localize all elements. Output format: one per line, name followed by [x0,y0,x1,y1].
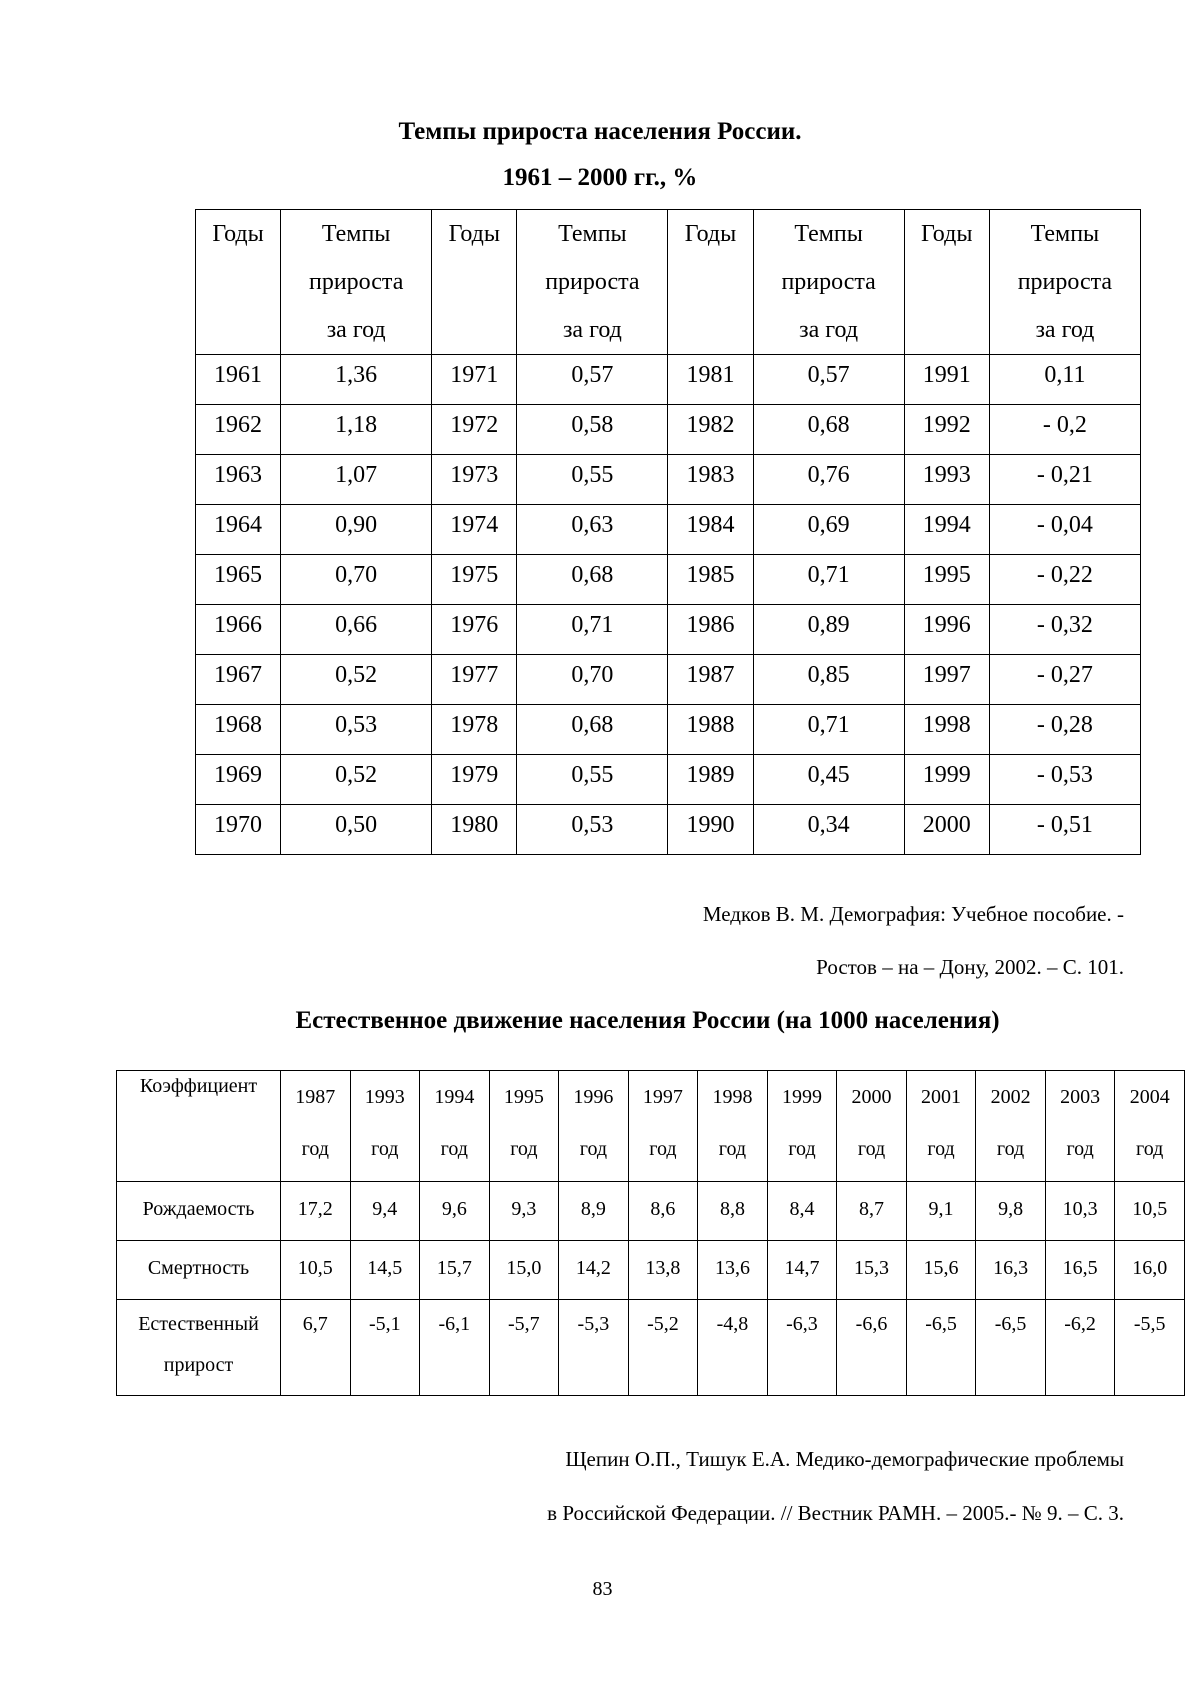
rate-cell: 0,76 [753,455,904,505]
value-cell: -4,8 [698,1300,768,1396]
year-cell: 1984 [668,505,753,555]
header-year-value: 2001 [921,1086,962,1108]
header-year-suffix: год [857,1138,886,1160]
year-cell: 1972 [432,405,517,455]
value-cell: -5,2 [628,1300,698,1396]
table2-source-line2: в Российской Федерации. // Вестник РАМН. – 2005.- № 9. – С. 3. [547,1501,1124,1525]
header-rate-line: прироста [1017,269,1113,295]
year-cell: 1971 [432,355,517,405]
value-cell: -6,5 [906,1300,976,1396]
rate-cell: 0,53 [281,705,432,755]
value-cell: 15,0 [489,1241,559,1300]
table-row [117,1241,1185,1300]
header-year-suffix: год [649,1138,677,1160]
table-row [196,805,1141,855]
header-year-suffix: год [440,1138,468,1160]
year-cell: 1961 [196,355,281,405]
year-cell: 1967 [196,655,281,705]
header-year-value: 2003 [1060,1086,1101,1108]
value-cell: 9,1 [906,1182,976,1241]
value-cell: -6,3 [767,1300,837,1396]
header-year [281,1071,351,1182]
header-year [420,1071,490,1182]
header-year-suffix: год [996,1138,1025,1160]
year-cell: 1989 [668,755,753,805]
rate-cell: 0,70 [517,655,668,705]
table-row [196,655,1141,705]
value-cell: 8,9 [559,1182,629,1241]
rate-cell: - 0,28 [989,705,1140,755]
row-label-line: прирост [163,1354,234,1376]
year-cell: 1980 [432,805,517,855]
rate-cell: 0,66 [281,605,432,655]
rate-cell: 0,53 [517,805,668,855]
header-rate-line: Темпы [558,221,627,247]
header-year [1045,1071,1115,1182]
header-year-value: 1996 [573,1086,614,1108]
rate-cell: - 0,27 [989,655,1140,705]
header-year-suffix: год [301,1138,329,1160]
rate-cell: 0,55 [517,755,668,805]
year-cell: 1987 [668,655,753,705]
rate-cell: 0,58 [517,405,668,455]
header-years: Годы [196,210,281,355]
year-cell: 1976 [432,605,517,655]
header-rate [989,210,1140,355]
header-rate [281,210,432,355]
row-label-line: Смертность [147,1257,250,1279]
value-cell: 14,2 [559,1241,629,1300]
table-row [196,755,1141,805]
rate-cell: 0,68 [517,555,668,605]
header-year-value: 1994 [434,1086,475,1108]
rate-cell: 0,57 [753,355,904,405]
year-cell: 1999 [904,755,989,805]
header-year-suffix: год [788,1138,816,1160]
row-label [117,1300,281,1396]
value-cell: 15,6 [906,1241,976,1300]
header-rate-line: прироста [545,269,640,295]
rate-cell: - 0,2 [989,405,1140,455]
rate-cell: - 0,53 [989,755,1140,805]
table1-title: Темпы прироста населения России. [398,118,802,145]
value-cell: -6,1 [420,1300,490,1396]
header-year [350,1071,420,1182]
rate-cell: 1,36 [281,355,432,405]
rate-cell: - 0,22 [989,555,1140,605]
rate-cell: 0,63 [517,505,668,555]
header-year-suffix: год [1136,1138,1164,1160]
table2-title: Естественное движение населения России (на 1000 населения) [295,1007,1000,1034]
year-cell: 1996 [904,605,989,655]
header-year-value: 1997 [642,1086,683,1108]
table2-source-line1: Щепин О.П., Тишук Е.А. Медико-демографические проблемы [565,1447,1124,1471]
value-cell: 10,3 [1045,1182,1115,1241]
header-year-value: 1995 [503,1086,544,1108]
year-cell: 1974 [432,505,517,555]
value-cell: -5,7 [489,1300,559,1396]
value-cell: 15,3 [837,1241,907,1300]
header-rate-line: Темпы [794,221,863,247]
header-year-value: 1987 [295,1086,336,1108]
header-year [559,1071,629,1182]
header-year [767,1071,837,1182]
value-cell: -6,6 [837,1300,907,1396]
table-row [117,1182,1185,1241]
year-cell: 1963 [196,455,281,505]
header-year [1115,1071,1185,1182]
header-year-suffix: год [579,1138,608,1160]
rate-cell: 0,90 [281,505,432,555]
rate-cell: 0,70 [281,555,432,605]
header-rate [517,210,668,355]
table-header-row [117,1071,1185,1182]
value-cell: 13,8 [628,1241,698,1300]
year-cell: 1988 [668,705,753,755]
header-year-value: 1998 [712,1086,753,1108]
value-cell: -6,5 [976,1300,1046,1396]
year-cell: 1962 [196,405,281,455]
rate-cell: 0,71 [517,605,668,655]
rate-cell: - 0,51 [989,805,1140,855]
value-cell: 16,3 [976,1241,1046,1300]
value-cell: 16,0 [1115,1241,1185,1300]
table1-subtitle: 1961 – 2000 гг., % [502,164,698,191]
header-year-value: 2002 [990,1086,1031,1108]
value-cell: 10,5 [1115,1182,1185,1241]
rate-cell: 0,68 [753,405,904,455]
value-cell: -5,3 [559,1300,629,1396]
growth-rate-table [195,209,1141,855]
rate-cell: - 0,32 [989,605,1140,655]
rate-cell: 0,55 [517,455,668,505]
rate-cell: - 0,04 [989,505,1140,555]
header-year [628,1071,698,1182]
header-year [489,1071,559,1182]
year-cell: 1968 [196,705,281,755]
table-header-row [196,210,1141,355]
header-year [698,1071,768,1182]
table-row [196,355,1141,405]
year-cell: 1993 [904,455,989,505]
header-year-suffix: год [510,1138,538,1160]
value-cell: 8,6 [628,1182,698,1241]
value-cell: 13,6 [698,1241,768,1300]
header-years: Годы [432,210,517,355]
header-coefficient: Коэффициент [117,1071,281,1182]
year-cell: 1979 [432,755,517,805]
header-years: Годы [904,210,989,355]
year-cell: 1990 [668,805,753,855]
year-cell: 1998 [904,705,989,755]
value-cell: 9,4 [350,1182,420,1241]
header-rate-line: за год [326,317,386,343]
year-cell: 1966 [196,605,281,655]
header-rate-line: Темпы [321,221,391,247]
year-cell: 1991 [904,355,989,405]
year-cell: 1983 [668,455,753,505]
year-cell: 1964 [196,505,281,555]
table-row [196,455,1141,505]
rate-cell: 1,18 [281,405,432,455]
header-year-suffix: год [927,1138,955,1160]
value-cell: 8,8 [698,1182,768,1241]
value-cell: 8,7 [837,1182,907,1241]
header-rate-line: Темпы [1030,221,1100,247]
rate-cell: 0,45 [753,755,904,805]
value-cell: 8,4 [767,1182,837,1241]
rate-cell: 0,52 [281,755,432,805]
year-cell: 1965 [196,555,281,605]
header-rate [753,210,904,355]
header-year-suffix: год [371,1138,399,1160]
value-cell: -5,5 [1115,1300,1185,1396]
year-cell: 1994 [904,505,989,555]
rate-cell: 0,71 [753,555,904,605]
rate-cell: 0,69 [753,505,904,555]
year-cell: 1985 [668,555,753,605]
header-year-value: 1993 [364,1086,405,1108]
value-cell: 6,7 [281,1300,351,1396]
table-row [117,1300,1185,1396]
header-year-value: 2004 [1129,1086,1170,1108]
header-year [976,1071,1046,1182]
rate-cell: - 0,21 [989,455,1140,505]
year-cell: 1986 [668,605,753,655]
value-cell: 9,8 [976,1182,1046,1241]
year-cell: 1992 [904,405,989,455]
header-year-value: 1999 [781,1086,822,1108]
rate-cell: 0,71 [753,705,904,755]
year-cell: 1973 [432,455,517,505]
rate-cell: 0,34 [753,805,904,855]
header-rate-line: за год [1035,317,1095,343]
table-row [196,555,1141,605]
page-number: 83 [592,1578,613,1600]
value-cell: 9,3 [489,1182,559,1241]
natural-movement-table [116,1070,1185,1396]
rate-cell: 0,52 [281,655,432,705]
table-row [196,405,1141,455]
value-cell: 17,2 [281,1182,351,1241]
table1-source-line2: Ростов – на – Дону, 2002. – С. 101. [816,955,1124,979]
year-cell: 2000 [904,805,989,855]
year-cell: 1978 [432,705,517,755]
row-label [117,1182,281,1241]
value-cell: -6,2 [1045,1300,1115,1396]
rate-cell: 0,11 [989,355,1140,405]
value-cell: -5,1 [350,1300,420,1396]
row-label-line: Рождаемость [142,1198,255,1220]
header-years: Годы [668,210,753,355]
table-row [196,505,1141,555]
year-cell: 1982 [668,405,753,455]
header-rate-line: за год [799,317,859,343]
rate-cell: 0,85 [753,655,904,705]
year-cell: 1970 [196,805,281,855]
row-label-line: Естественный [138,1313,259,1335]
value-cell: 14,5 [350,1241,420,1300]
value-cell: 15,7 [420,1241,490,1300]
year-cell: 1995 [904,555,989,605]
header-year [906,1071,976,1182]
table-row [196,605,1141,655]
value-cell: 16,5 [1045,1241,1115,1300]
value-cell: 10,5 [281,1241,351,1300]
value-cell: 9,6 [420,1182,490,1241]
rate-cell: 1,07 [281,455,432,505]
value-cell: 14,7 [767,1241,837,1300]
header-year [837,1071,907,1182]
year-cell: 1981 [668,355,753,405]
header-year-suffix: год [718,1138,747,1160]
year-cell: 1975 [432,555,517,605]
header-year-value: 2000 [851,1086,892,1108]
year-cell: 1969 [196,755,281,805]
header-rate-line: за год [562,317,622,343]
rate-cell: 0,68 [517,705,668,755]
header-rate-line: прироста [781,269,876,295]
rate-cell: 0,50 [281,805,432,855]
header-rate-line: прироста [308,269,404,295]
rate-cell: 0,57 [517,355,668,405]
year-cell: 1977 [432,655,517,705]
row-label [117,1241,281,1300]
table-row [196,705,1141,755]
rate-cell: 0,89 [753,605,904,655]
year-cell: 1997 [904,655,989,705]
header-year-suffix: год [1066,1138,1094,1160]
table1-source-line1: Медков В. М. Демография: Учебное пособие. - [702,902,1124,926]
